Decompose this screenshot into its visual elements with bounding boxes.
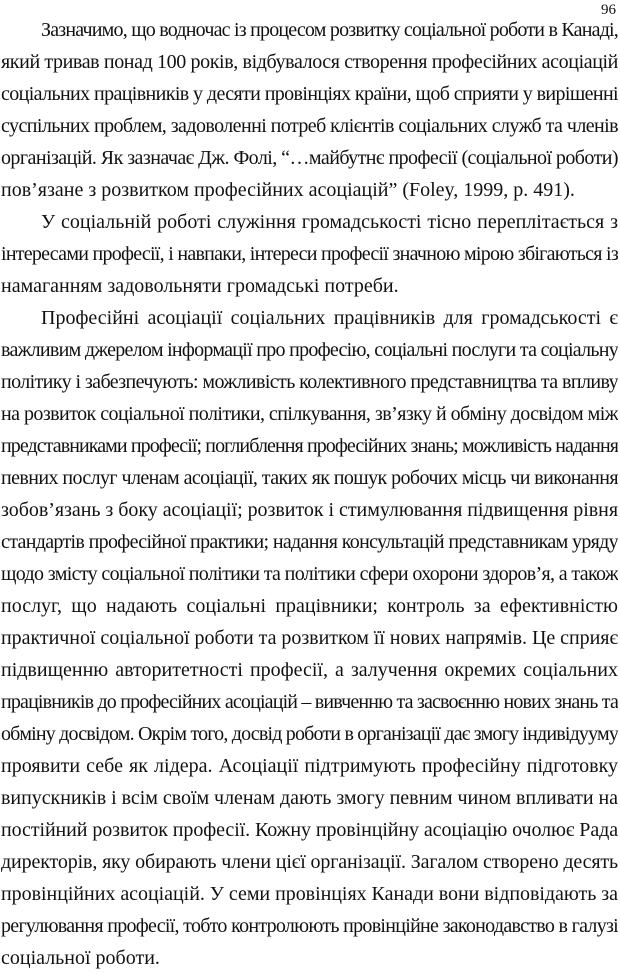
text-line: Зазначимо, що водночас із процесом розвитку соціальної роботи в Канаді, bbox=[41, 19, 618, 41]
text-line: соціальних працівників у десяти провінціях країни, щоб сприяти у вирішенні bbox=[1, 83, 618, 105]
text-line: директорів, яку обирають члени цієї організації. Загалом створено десять bbox=[1, 851, 618, 873]
text-line: практичної соціальної роботи та розвитком її нових напрямів. Це сприяє bbox=[1, 627, 618, 649]
text-line: певних послуг членам асоціації, таких як пошук робочих місць чи виконання bbox=[1, 467, 618, 489]
text-line: важливим джерелом інформації про професію, соціальні послуги та соціальну bbox=[1, 339, 618, 361]
page-number: 96 bbox=[601, 2, 616, 18]
text-line: Професійні асоціації соціальних працівників для громадськості є bbox=[41, 307, 618, 329]
text-line: який тривав понад 100 років, відбувалося створення професійних асоціацій bbox=[1, 51, 618, 73]
text-line: регулювання професії, тобто контролюють провінційне законодавство в галузі bbox=[1, 915, 618, 937]
text-line: інтересами професії, і навпаки, інтереси професії значною мірою збігаються із bbox=[1, 243, 618, 265]
paragraph bbox=[1, 302, 618, 974]
text-line: стандартів професійної практики; надання консультацій представникам уряду bbox=[1, 531, 618, 553]
text-line: щодо змісту соціальної політики та політики сфери охорони здоров’я, а також bbox=[1, 563, 618, 585]
text-line: організацій. Як зазначає Дж. Фолі, “…майбутнє професії (соціальної роботи) bbox=[1, 147, 618, 169]
text-line: зобов’язань з боку асоціації; розвиток і стимулювання підвищення рівня bbox=[1, 499, 618, 521]
text-line: суспільних проблем, задоволенні потреб клієнтів соціальних служб та членів bbox=[1, 115, 618, 137]
text-line: провінційних асоціацій. У семи провінціях Канади вони відповідають за bbox=[1, 883, 618, 905]
paragraph bbox=[1, 206, 618, 302]
text-line: обміну досвідом. Окрім того, досвід роботи в організації дає змогу індивідууму bbox=[1, 723, 618, 745]
body-text bbox=[1, 14, 618, 974]
text-line: постійний розвиток професії. Кожну провінційну асоціацію очолює Рада bbox=[1, 819, 618, 841]
text-line: проявити себе як лідера. Асоціації підтримують професійну підготовку bbox=[1, 755, 618, 777]
text-line: підвищенню авторитетності професії, а залучення окремих соціальних bbox=[1, 659, 618, 681]
text-line: соціальної роботи. bbox=[1, 947, 160, 969]
text-line: політику і забезпечують: можливість колективного представництва та впливу bbox=[1, 371, 618, 393]
text-line: представниками професії; поглиблення професійних знань; можливість надання bbox=[1, 435, 618, 457]
text-line: випускників і всім своїм членам дають змогу певним чином впливати на bbox=[1, 787, 618, 809]
text-line: У соціальній роботі служіння громадськості тісно переплітається з bbox=[41, 211, 618, 233]
paragraph bbox=[1, 14, 618, 206]
text-line: працівників до професійних асоціацій – вивченню та засвоєнню нових знань та bbox=[1, 691, 618, 713]
text-line: послуг, що надають соціальні працівники; контроль за ефективністю bbox=[1, 595, 618, 617]
text-line: на розвиток соціальної політики, спілкування, зв’язку й обміну досвідом між bbox=[1, 403, 618, 425]
text-line: пов’язане з розвитком професійних асоціацій” (Foley, 1999, p. 491). bbox=[1, 179, 575, 201]
text-line: намаганням задовольняти громадські потреби. bbox=[1, 275, 399, 297]
